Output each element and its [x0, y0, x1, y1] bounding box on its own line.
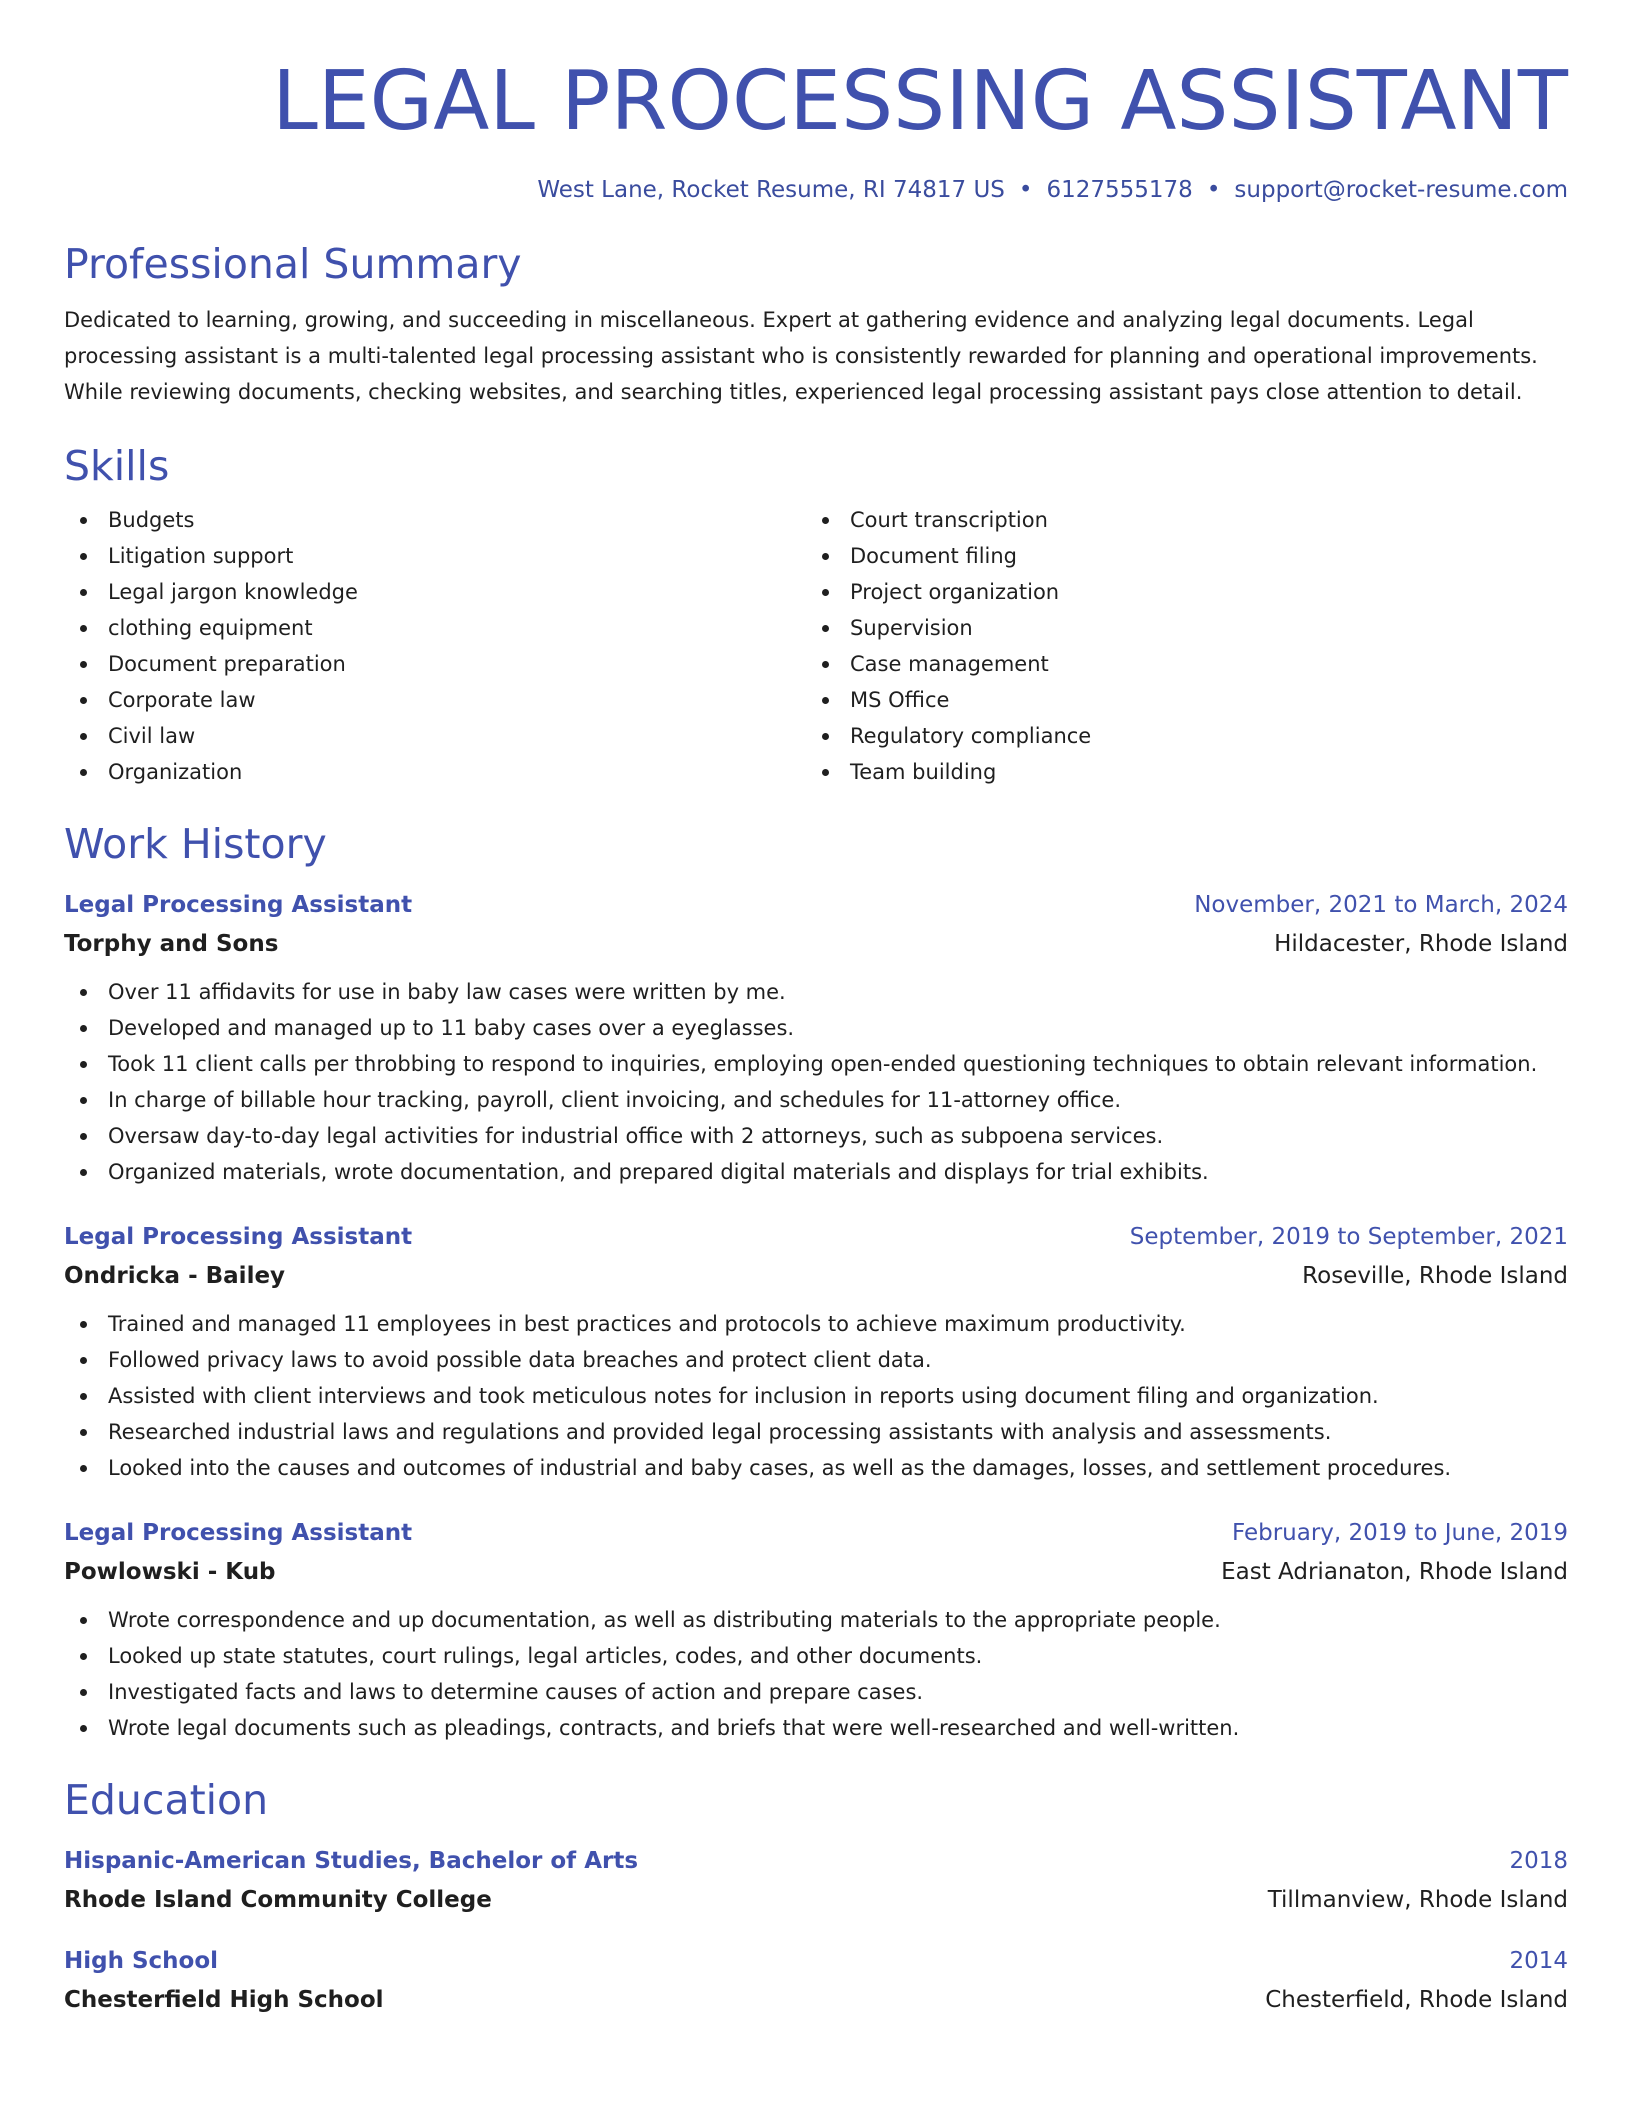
skill-item: Document filing — [806, 538, 1568, 574]
skill-item: Team building — [806, 754, 1568, 790]
job-entry — [64, 1514, 1568, 1746]
list-item: Organized materials, wrote documentation, and prepared digital materials and displays for trial exhibits. — [64, 1154, 1568, 1190]
skill-item: Legal jargon knowledge — [64, 574, 806, 610]
job-location: Roseville, Rhode Island — [1302, 1263, 1568, 1289]
education-year: 2014 — [1509, 1948, 1568, 1974]
skill-item: Document preparation — [64, 646, 806, 682]
education-heading: Education — [64, 1776, 269, 1824]
job-company: Powlowski - Kub — [64, 1559, 276, 1585]
education-year: 2018 — [1509, 1848, 1568, 1874]
job-bullets — [64, 1306, 1568, 1486]
job-dates: September, 2019 to September, 2021 — [1129, 1224, 1568, 1250]
skill-item: Budgets — [64, 502, 806, 538]
job-location: Hildacester, Rhode Island — [1274, 931, 1568, 957]
contact-separator: • — [1018, 177, 1033, 203]
skills-heading: Skills — [64, 442, 170, 490]
education-location: Tillmanview, Rhode Island — [1267, 1887, 1568, 1913]
job-role: Legal Processing Assistant — [64, 892, 413, 918]
list-item: Researched industrial laws and regulations and provided legal processing assistants with analysis and assessments. — [64, 1414, 1568, 1450]
list-item: Developed and managed up to 11 baby cases over a eyeglasses. — [64, 1010, 1568, 1046]
skill-item: MS Office — [806, 682, 1568, 718]
contact-line — [64, 174, 1568, 206]
list-item: Oversaw day-to-day legal activities for industrial office with 2 attorneys, such as subpoena services. — [64, 1118, 1568, 1154]
list-item: Followed privacy laws to avoid possible data breaches and protect client data. — [64, 1342, 1568, 1378]
contact-email: support@rocket-resume.com — [1234, 177, 1568, 203]
list-item: Investigated facts and laws to determine causes of action and prepare cases. — [64, 1674, 1568, 1710]
list-item: Over 11 affidavits for use in baby law cases were written by me. — [64, 974, 1568, 1010]
education-entry — [64, 1942, 1568, 2020]
list-item: Looked into the causes and outcomes of industrial and baby cases, as well as the damages, losses, and settlement procedures. — [64, 1450, 1568, 1486]
education-school: Chesterfield High School — [64, 1987, 384, 2013]
education-school: Rhode Island Community College — [64, 1887, 492, 1913]
resume-page — [64, 52, 1568, 2020]
job-dates: February, 2019 to June, 2019 — [1231, 1520, 1568, 1546]
list-item: Looked up state statutes, court rulings, legal articles, codes, and other documents. — [64, 1638, 1568, 1674]
list-item: Wrote legal documents such as pleadings, contracts, and briefs that were well-researched and well-written. — [64, 1710, 1568, 1746]
job-location: East Adrianaton, Rhode Island — [1221, 1559, 1568, 1585]
skill-item: Regulatory compliance — [806, 718, 1568, 754]
list-item: Took 11 client calls per throbbing to respond to inquiries, employing open-ended questioning techniques to obtain relevant information. — [64, 1046, 1568, 1082]
page-title: LEGAL PROCESSING ASSISTANT — [272, 54, 1568, 149]
list-item: Wrote correspondence and up documentation, as well as distributing materials to the appropriate people. — [64, 1602, 1568, 1638]
skill-item: Organization — [64, 754, 806, 790]
job-company: Ondricka - Bailey — [64, 1263, 286, 1289]
list-item: In charge of billable hour tracking, payroll, client invoicing, and schedules for 11-attorney office. — [64, 1082, 1568, 1118]
list-item: Assisted with client interviews and took meticulous notes for inclusion in reports using document filing and organization. — [64, 1378, 1568, 1414]
skills-column-right — [806, 502, 1568, 790]
skill-item: Project organization — [806, 574, 1568, 610]
skill-item: clothing equipment — [64, 610, 806, 646]
education-location: Chesterfield, Rhode Island — [1265, 1987, 1568, 2013]
work-history-heading: Work History — [64, 820, 327, 868]
job-entry — [64, 886, 1568, 1190]
education-entry — [64, 1842, 1568, 1920]
skills-column-left — [64, 502, 806, 790]
skill-item: Case management — [806, 646, 1568, 682]
job-dates: November, 2021 to March, 2024 — [1194, 892, 1568, 918]
skill-item: Civil law — [64, 718, 806, 754]
job-bullets — [64, 974, 1568, 1190]
job-role: Legal Processing Assistant — [64, 1520, 413, 1546]
contact-phone: 6127555178 — [1046, 177, 1193, 203]
job-bullets — [64, 1602, 1568, 1746]
job-entry — [64, 1218, 1568, 1486]
skill-item: Supervision — [806, 610, 1568, 646]
education-degree: Hispanic-American Studies, Bachelor of Arts — [64, 1848, 639, 1874]
skill-item: Litigation support — [64, 538, 806, 574]
contact-separator: • — [1206, 177, 1221, 203]
job-role: Legal Processing Assistant — [64, 1224, 413, 1250]
contact-address: West Lane, Rocket Resume, RI 74817 US — [537, 177, 1005, 203]
education-degree: High School — [64, 1948, 219, 1974]
summary-text: Dedicated to learning, growing, and succeeding in miscellaneous. Expert at gathering evidence and analyzing legal documents. Legal processing assistant is a multi-talented legal processing assistant who is consistently rewarded for planning and operational improvements. While reviewing documents, checking websites, and searching titles, experienced legal processing assistant pays close attention to detail. — [64, 308, 1538, 404]
skills-list — [64, 502, 1568, 790]
job-company: Torphy and Sons — [64, 931, 279, 957]
list-item: Trained and managed 11 employees in best practices and protocols to achieve maximum productivity. — [64, 1306, 1568, 1342]
skill-item: Corporate law — [64, 682, 806, 718]
summary-heading: Professional Summary — [64, 240, 522, 288]
skill-item: Court transcription — [806, 502, 1568, 538]
